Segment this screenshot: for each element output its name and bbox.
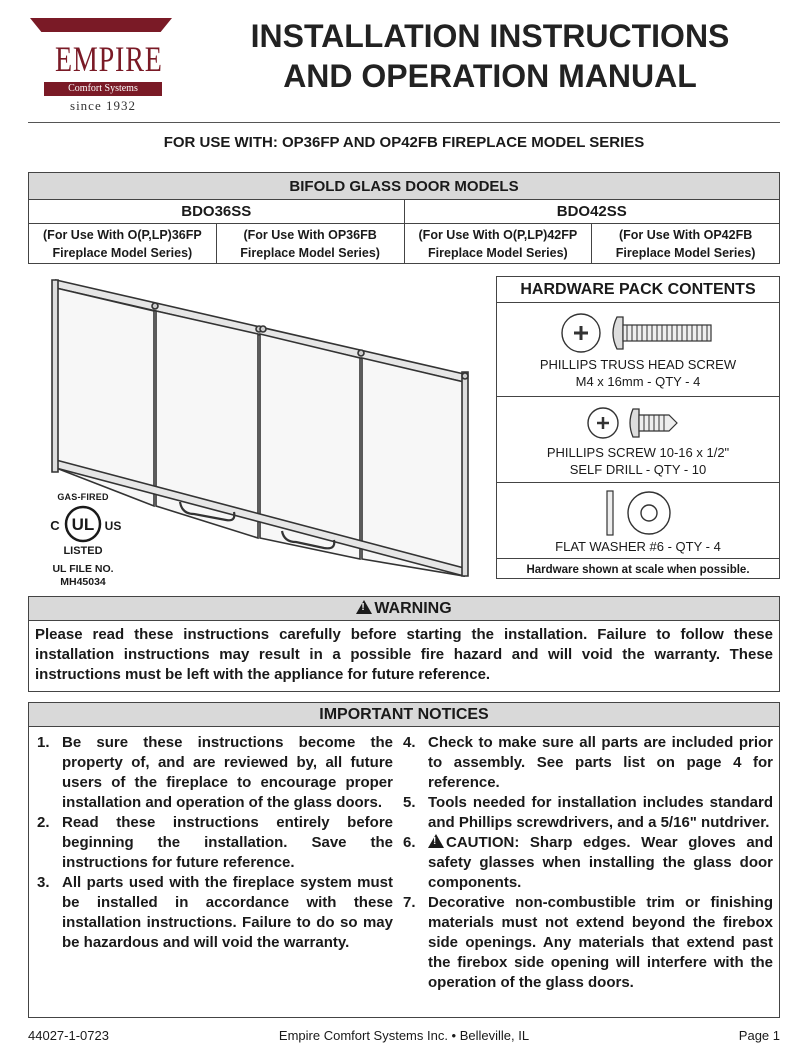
footer-doc-number: 44027-1-0723 (28, 1028, 109, 1043)
model-cell (404, 224, 592, 264)
notice-number: 1. (37, 734, 50, 751)
hardware-title: HARDWARE PACK CONTENTS (497, 277, 779, 303)
notice-number: 4. (403, 734, 416, 751)
models-header: BIFOLD GLASS DOOR MODELS (29, 173, 780, 200)
hardware-item-truss-screw (497, 303, 779, 397)
hardware-item-line: FLAT WASHER #6 - QTY - 4 (555, 539, 721, 554)
notice-text: CAUTION: Sharp edges. Wear gloves and safety glasses when installing the glass door components. (428, 834, 773, 891)
logo-top-band (30, 18, 172, 32)
hardware-item-line: PHILLIPS SCREW 10-16 x 1/2" (546, 445, 730, 460)
footer-company: Empire Comfort Systems Inc. • Belleville, IL (278, 1028, 530, 1043)
ul-us: US (104, 519, 122, 533)
caution-icon (428, 834, 444, 848)
hardware-item-line: SELF DRILL - QTY - 10 (569, 462, 707, 477)
ul-file-value: MH45034 (60, 576, 106, 588)
notice-number: 6. (403, 834, 416, 851)
notice-item (403, 733, 773, 793)
warning-header (29, 597, 779, 621)
flat-washer-icon (603, 489, 675, 537)
model-cell (592, 224, 780, 264)
notice-item (403, 793, 773, 833)
notice-number: 2. (37, 814, 50, 831)
logo-name: EMPIRE (54, 39, 163, 79)
model-group-bdo42ss: BDO42SS (404, 200, 780, 224)
warning-icon (356, 600, 372, 614)
truss-screw-icon (559, 311, 719, 355)
model-cell-line: Fireplace Model Series) (428, 245, 568, 260)
notice-text: Tools needed for installation includes standard and Phillips screwdrivers, and a 5/16" nutdriver. (428, 794, 773, 831)
model-cell-line: Fireplace Model Series) (615, 245, 756, 260)
model-cell-line: Fireplace Model Series) (52, 245, 193, 260)
model-cell-line: (For Use With O(P,LP)42FP (418, 227, 578, 242)
hardware-item-self-drill (497, 397, 779, 483)
model-group-bdo36ss: BDO36SS (29, 200, 405, 224)
models-table (28, 172, 780, 264)
logo-subtitle: Comfort Systems (44, 82, 162, 96)
notice-text: All parts used with the fireplace system must be installed in accordance with these installation instructions. Failure to do so may be hazardous and will void the warranty. (62, 874, 393, 951)
notice-caution (428, 833, 773, 893)
self-drill-screw-icon (585, 403, 695, 443)
warning-label: WARNING (374, 600, 452, 617)
hardware-item-line: M4 x 16mm - QTY - 4 (575, 374, 701, 389)
notice-text: Be sure these instructions become the property of, and are reviewed by, all future users of the fireplace to encourage proper installation and operation of the glass doors. (62, 734, 393, 811)
model-cell-line: (For Use With OP42FB (619, 227, 753, 242)
empire-logo (30, 18, 172, 112)
model-cell-line: (For Use With O(P,LP)36FP (43, 227, 202, 242)
model-cell-line: Fireplace Model Series) (240, 245, 380, 260)
warning-text: Please read these instructions carefully before starting the installation. Failure to follow these installation instructions may result in a possible fire hazard and will void the warranty. These instructions must be left with the appliance for future reference. (35, 626, 773, 683)
notices-left-column (37, 733, 393, 953)
notices-right-column (403, 733, 773, 993)
ul-gas-fired: GAS-FIRED (57, 492, 109, 502)
notice-item (37, 813, 393, 873)
notice-text: Decorative non-combustible trim or finishing materials must not extend beyond the firebox side openings. Any materials that extend past the firebox side opening will interfere with the operation of the glass doors. (428, 894, 773, 991)
title-line-1: INSTALLATION INSTRUCTIONS (250, 18, 730, 54)
notice-text: Check to make sure all parts are included prior to assembly. See parts list on page 4 for reference. (428, 734, 773, 791)
ul-listing-mark (38, 492, 128, 589)
hardware-item-flat-washer (497, 483, 779, 559)
ul-listed: LISTED (63, 545, 103, 557)
ul-c: C (50, 518, 60, 533)
page-title (200, 16, 780, 96)
notice-item (37, 873, 393, 953)
notice-text: Read these instructions entirely before beginning the installation. Save the instructions for future reference. (62, 814, 393, 871)
ul-logo (38, 504, 128, 544)
logo-since: since 1932 (70, 98, 136, 113)
notice-item (37, 733, 393, 813)
model-cell (29, 224, 217, 264)
notices-header: IMPORTANT NOTICES (29, 703, 779, 727)
header-divider (28, 122, 780, 123)
footer-page-number: Page 1 (738, 1028, 780, 1043)
ul-file-label: UL FILE NO. (52, 563, 114, 575)
title-line-2: AND OPERATION MANUAL (283, 58, 697, 94)
model-cell (216, 224, 404, 264)
model-cell-line: (For Use With OP36FB (243, 227, 377, 242)
ul-file-number (38, 563, 128, 589)
notice-item (403, 893, 773, 993)
hardware-pack-panel (496, 276, 780, 579)
notice-number: 5. (403, 794, 416, 811)
notice-number: 3. (37, 874, 50, 891)
for-use-heading: FOR USE WITH: OP36FP AND OP42FB FIREPLACE MODEL SERIES (163, 134, 645, 151)
hardware-footnote: Hardware shown at scale when possible. (526, 564, 750, 576)
notice-item (403, 833, 773, 893)
notice-number: 7. (403, 894, 416, 911)
important-notices (28, 702, 780, 1018)
ul-logo-text: UL (71, 515, 95, 534)
warning-box (28, 596, 780, 692)
hardware-item-line: PHILLIPS TRUSS HEAD SCREW (539, 357, 737, 372)
